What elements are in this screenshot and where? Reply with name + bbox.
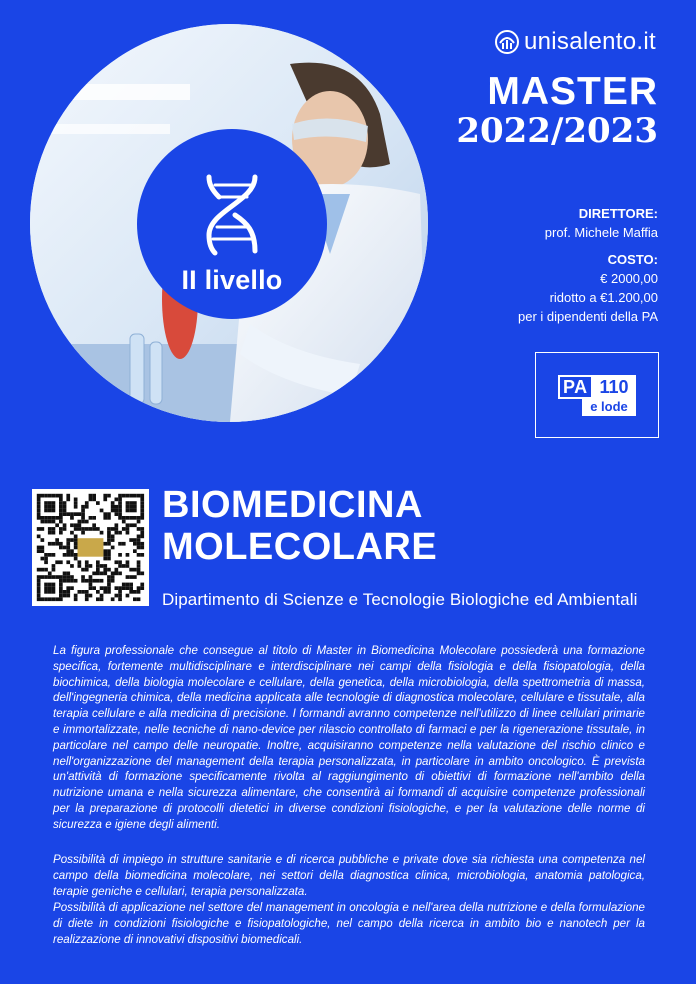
cost-label: COSTO: <box>607 252 658 267</box>
cost-block <box>518 250 658 326</box>
cost-line: ridotto a €1.200,00 <box>549 290 658 305</box>
pa110-badge <box>535 352 659 438</box>
university-seal-icon <box>494 29 520 55</box>
cost-line: € 2000,00 <box>600 271 658 286</box>
badge-number: 110 <box>592 375 636 399</box>
brand-logo <box>494 28 656 56</box>
qr-code-image <box>32 489 149 606</box>
badge-pa: PA <box>558 375 593 399</box>
level-label: II livello <box>181 265 283 295</box>
description-paragraph: Possibilità di impiego in strutture sanitarie e di ricerca pubbliche e private dove sia richiesta una competenza nel campo della biomedicina molecolare, nei settori della diagnostica clinica, microbiologia, anatomia patologica, terapie geniche e cellulari, terapia personalizzata. <box>53 853 645 898</box>
description-paragraph: Possibilità di applicazione nel settore del management in oncologia e nell'area della nutrizione e della formulazione di diete in condizioni fisiologiche e fisiopatologiche, nel campo della ricerca in ambito bio e nanotech per la realizzazione di innovativi dispositivi biomedicali. <box>53 901 645 946</box>
course-title-line: BIOMEDICINA <box>162 484 423 526</box>
university-logo-mark <box>78 538 104 557</box>
course-title <box>162 484 437 568</box>
master-title: MASTER <box>487 70 658 113</box>
academic-year: 2022/2023 <box>456 111 658 151</box>
director-block <box>545 204 658 242</box>
director-label: DIRETTORE: <box>578 206 658 221</box>
brand-name: unisalento.it <box>524 28 656 55</box>
badge-lode: e lode <box>582 397 636 416</box>
qr-code[interactable] <box>32 489 149 606</box>
course-title-line: MOLECOLARE <box>162 526 438 568</box>
department: Dipartimento di Scienze e Tecnologie Biologiche ed Ambientali <box>162 590 638 609</box>
description-paragraph: La figura professionale che consegue al titolo di Master in Biomedicina Molecolare possiederà una formazione specifica, fortemente multidisciplinare e interdisciplinare nei campi della fisiologia e della fisiopatologia, della biochimica, della biologia molecolare e cellulare, della genetica, della microbiologia, della spettrometria di massa, dell'ingegneria chimica, della medicina applicata alle tecnologie di diagnostica molecolare, cellulare e tissutale, alla terapia cellulare e alla medicina di precisione. I formandi avranno competenze nell'utilizzo di linee cellulari primarie e immortalizzate, nelle tecniche di nano-device per rilascio controllato di farmaci e per la rigenerazione tissutale, in particolare nel campo delle neuropatie. Inoltre, acquisiranno competenze nella valutazione del rischio clinico e nell'organizzazione del management della terapia personalizzata, in particolare in ambito oncologico. È prevista un'attività di formazione specificamente rivolta al raggiungimento di obiettivi di formazione nell'ambito della nutrizione umana e nella sicurezza alimentare, che consentirà ai formandi di acquisire competenze professionali per la preparazione di protocolli dietetici in diverse condizioni fisiologiche, e per la valutazione delle norme di sicurezza e igiene degli alimenti. <box>53 644 645 831</box>
cost-line: per i dipendenti della PA <box>518 309 658 324</box>
dna-icon <box>195 171 269 257</box>
director-name: prof. Michele Maffia <box>544 225 658 240</box>
level-badge <box>137 129 327 319</box>
